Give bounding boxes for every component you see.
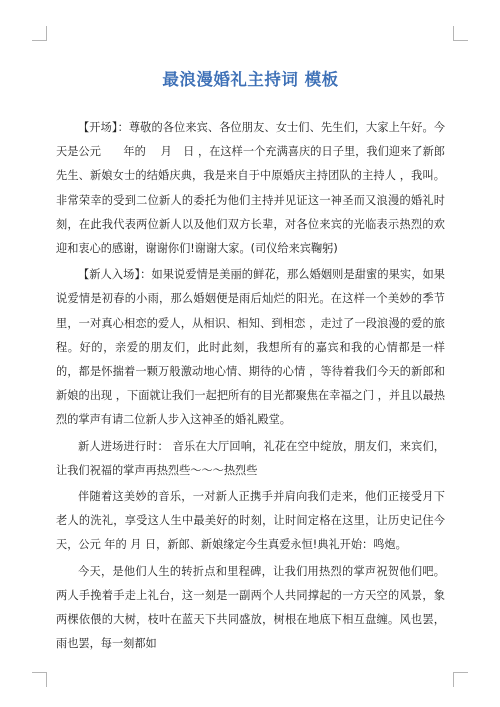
paragraph-couple-entrance: 【新人入场】：如果说爱情是美丽的鲜花，那么婚姻则是甜蜜的果实，如果说爱情是初春的小雨，那么婚姻便是雨后灿烂的阳光。在这样一个美妙的季节里，一对真心相恋的爱人，从相识、相知、到相恋 ，走过了一段浪漫的爱的旅程。好的，亲爱的朋友们，此时此刻，我想所有的嘉宾和我的心情都是一样的，都是怀揣着一颗万般激动地心情、期待的心情 ，等待着我们今天的新郎和新娘的出现 ，下面就让我们一起把所有的目光都聚焦在幸福之门 ，并且以最热烈的掌声有请二位新人步入这神圣的婚礼殿堂。 xyxy=(56,268,445,427)
page-corner-mark-top-left xyxy=(32,26,47,41)
page-corner-mark-bottom-right xyxy=(453,672,468,687)
paragraph-entrance-in-progress: 新人进场进行时： 音乐在大厅回响，礼花在空中绽放，朋友们，来宾们，让我们祝福的掌声再热烈些～～～热烈些 xyxy=(56,439,445,477)
paragraph-turning-point: 今天，是他们人生的转折点和里程碑，让我们用热烈的掌声祝贺他们吧。两人手挽着手走上礼台，这一刻是一副两个人共同撑起的一方天空的风景，象两棵依偎的大树，枝叶在蓝天下共同盛放，树根在地底下相互盘缠。风也罢，雨也罢，每一刻都如 xyxy=(56,564,445,651)
document-page xyxy=(56,58,445,658)
paragraph-opening: 【开场】：尊敬的各位来宾、各位朋友、女士们、先生们，大家上午好。今天是公元 年的 月 日 ，在这样一个充满喜庆的日子里，我们迎来了新郎先生、新娘女士的结婚庆典，我是来自于中原婚庆主持团队的主持人 ，我叫。非常荣幸的受到二位新人的委托为他们主持并见证这一神圣而又浪漫的婚礼时刻，在此我代表两位新人以及他们双方长辈，对各位来宾的光临表示热烈的欢迎和衷心的感谢，谢谢你们!谢谢大家。(司仪给来宾鞠躬) xyxy=(56,121,445,256)
page-corner-mark-bottom-left xyxy=(32,672,47,687)
document-title: 最浪漫婚礼主持词 模板 xyxy=(162,70,339,89)
page-corner-mark-top-right xyxy=(453,26,468,41)
paragraph-music-accompaniment: 伴随着这美妙的音乐，一对新人正携手并肩向我们走来，他们正接受月下老人的洗礼，享受这人生中最美好的时刻，让时间定格在这里，让历史记住今天，公元 年的 月 日，新郎、新娘缘定今生真爱永恒!典礼开始：鸣炮。 xyxy=(56,490,445,552)
